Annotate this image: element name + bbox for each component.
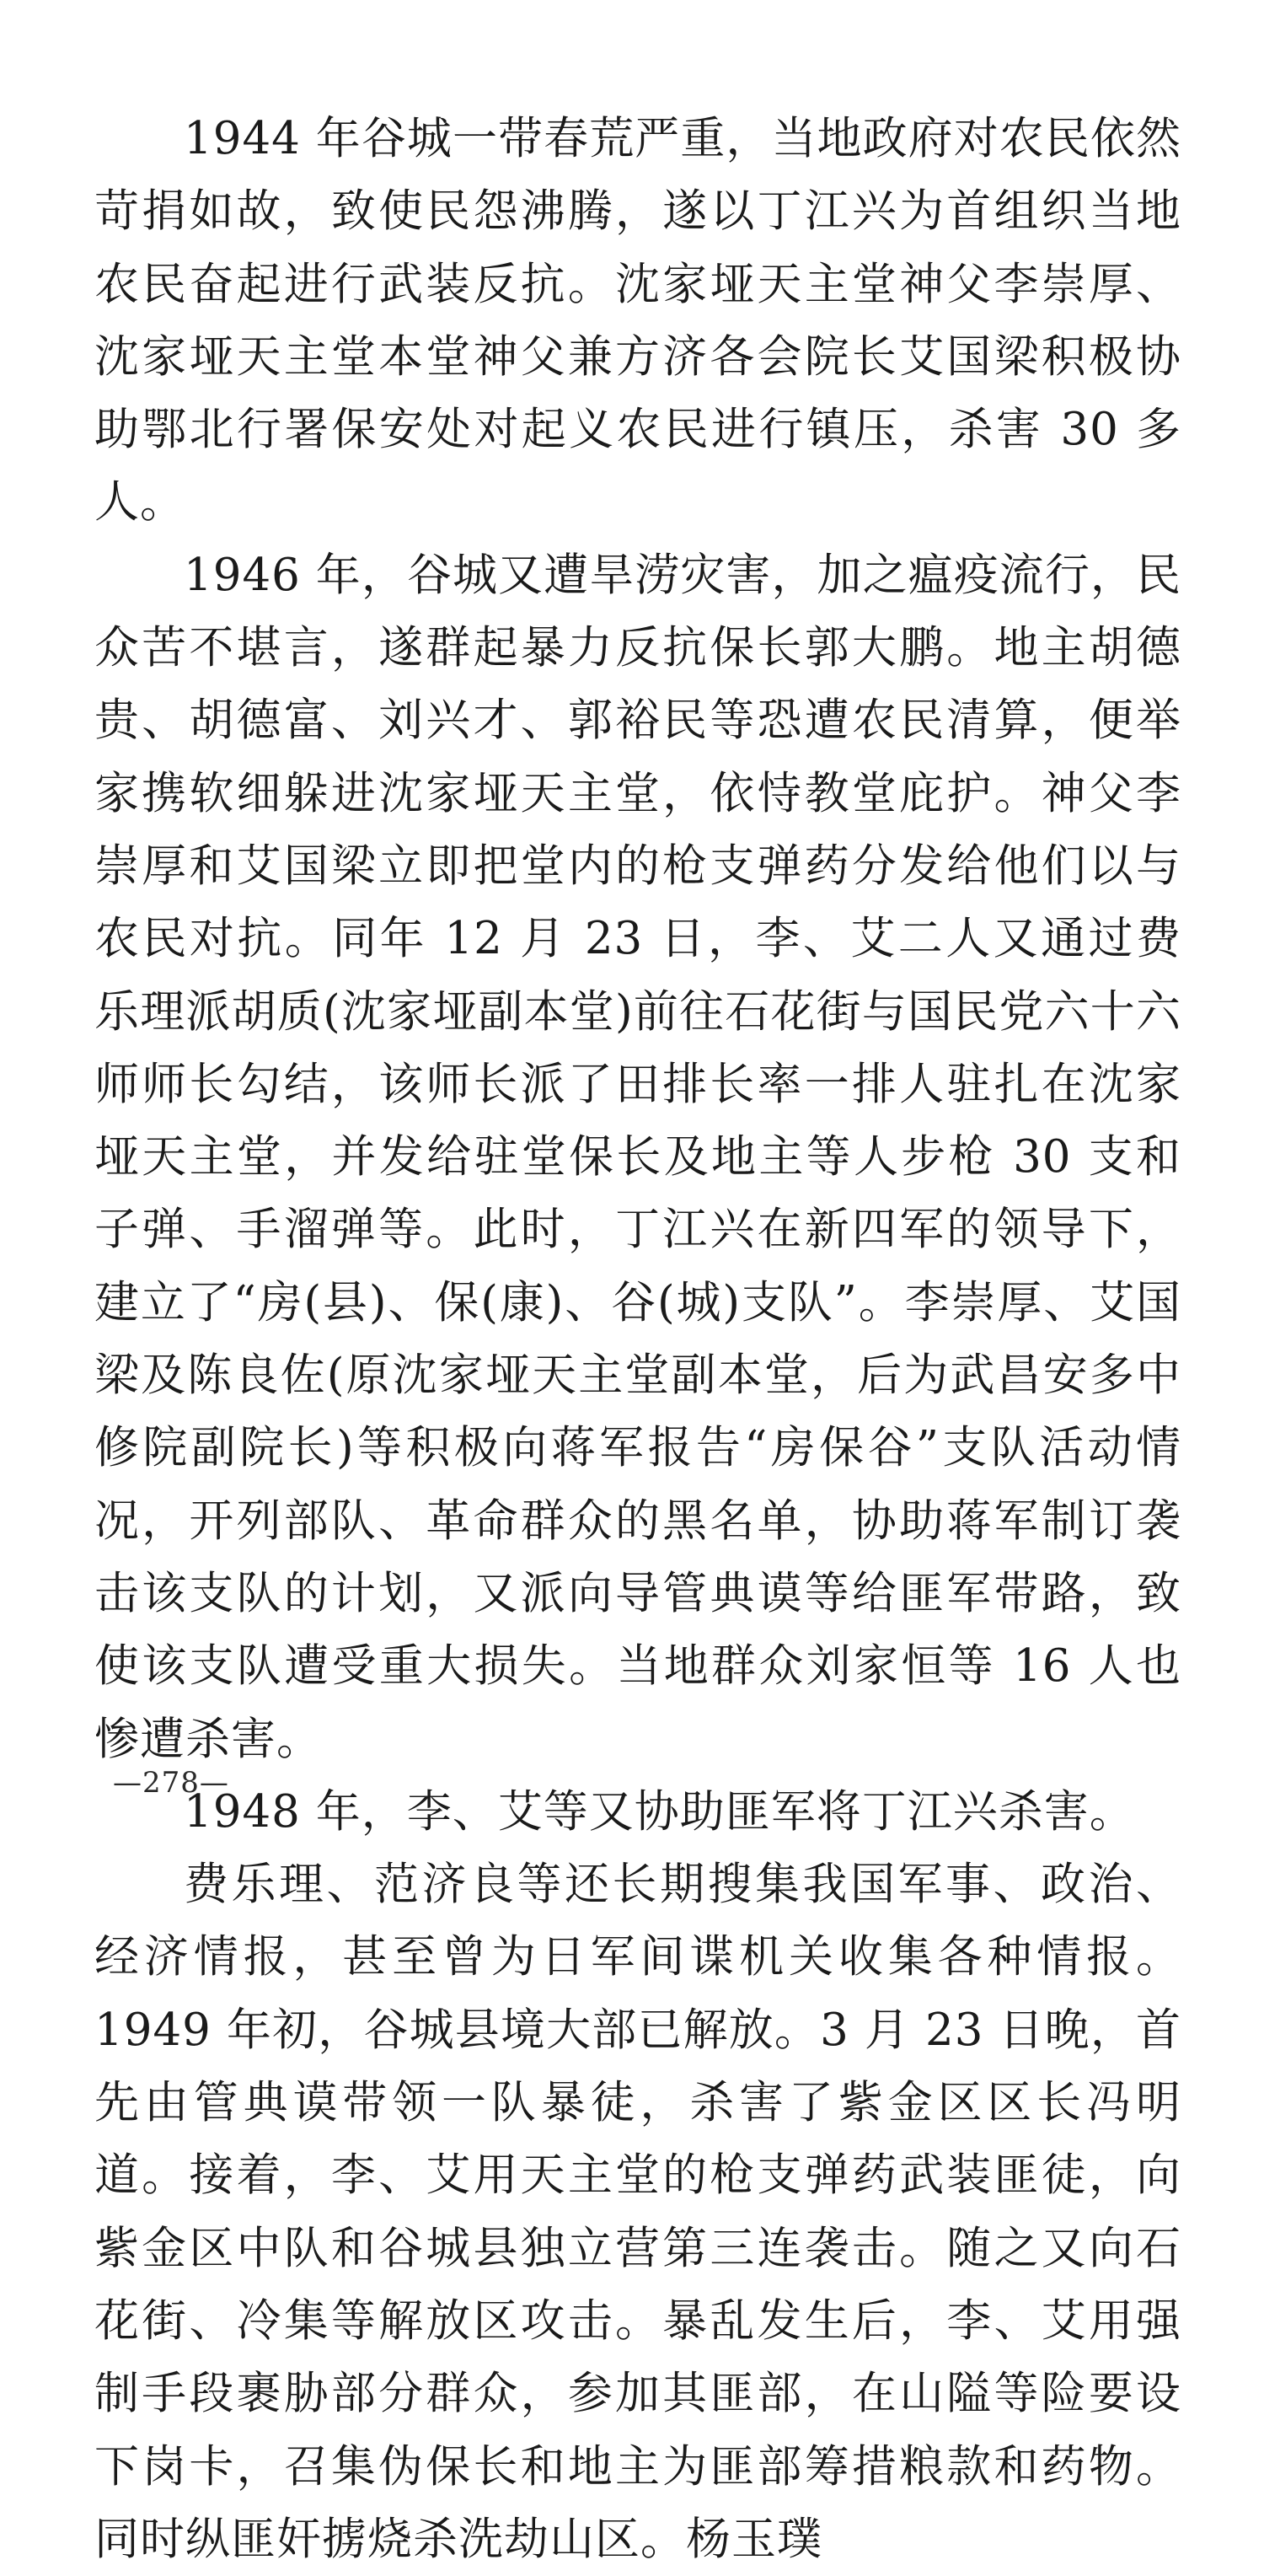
paragraph: 1946 年，谷城又遭旱涝灾害，加之瘟疫流行，民众苦不堪言，遂群起暴力反抗保长郭大鹏。地主胡德贵、胡德富、刘兴才、郭裕民等恐遭农民清算，便举家携软细躲进沈家垭天主堂，依恃教堂庇护。神父李崇厚和艾国梁立即把堂内的枪支弹药分发给他们以与农民对抗。同年 12 月 23 日，李、艾二人又通过费乐理派胡质(沈家垭副本堂)前往石花街与国民党六十六师师长勾结，该师长派了田排长率一排人驻扎在沈家垭天主堂，并发给驻堂保长及地主等人步枪 30 支和子弹、手溜弹等。此时，丁江兴在新四军的领导下，建立了“房(县)、保(康)、谷(城)支队”。李崇厚、艾国梁及陈良佐(原沈家垭天主堂副本堂，后为武昌安多中修院副院长)等积极向蒋军报告“房保谷”支队活动情况，开列部队、革命群众的黑名单，协助蒋军制订袭击该支队的计划，又派向导管典谟等给匪军带路，致使该支队遭受重大损失。当地群众刘家恒等 16 人也惨遭杀害。 [94,549,1181,1765]
paragraph: 1948 年，李、艾等又协助匪军将丁江兴杀害。 [184,1785,1135,1838]
paragraph: 费乐理、范济良等还长期搜集我国军事、政治、经济情报，甚至曾为日军间谍机关收集各种情报。1949 年初，谷城县境大部已解放。3 月 23 日晚，首先由管典谟带领一队暴徒，杀害了紫金区区长冯明道。接着，李、艾用天主堂的枪支弹药武装匪徒，向紫金区中队和谷城县独立营第三连袭击。随之又向石花街、冷集等解放区攻击。暴乱发生后，李、艾用强制手段裹胁部分群众，参加其匪部，在山隘等险要设下岗卡，召集伪保长和地主为匪部筹措粮款和药物。同时纵匪奸掳烧杀洗劫山区。杨玉璞 [94,1859,1181,2565]
page-number: —278— [113,1766,229,1800]
paragraph: 1944 年谷城一带春荒严重，当地政府对农民依然苛捐如故，致使民怨沸腾，遂以丁江兴为首组织当地农民奋起进行武装反抗。沈家垭天主堂神父李崇厚、沈家垭天主堂本堂神父兼方济各会院长艾国梁积极协助鄂北行署保安处对起义农民进行镇压，杀害 30 多人。 [94,113,1181,529]
body-text [94,103,1181,2576]
